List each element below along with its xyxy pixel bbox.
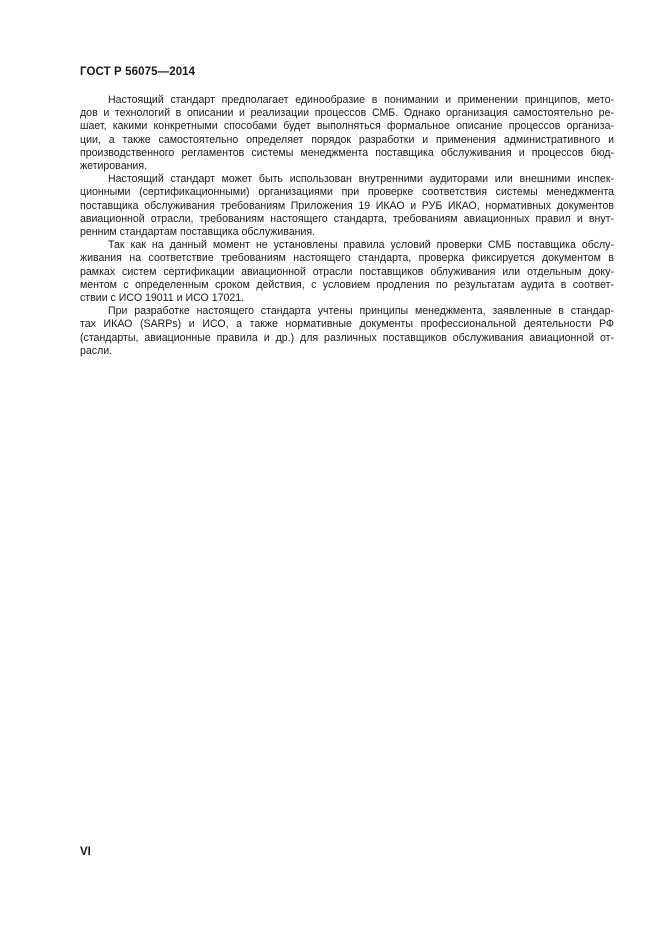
text-line: производственного регламентов системы менеджмента поставщика обслуживания и процессов бюд-	[80, 146, 614, 159]
text-line: дов и технологий в описании и реализации процессов СМБ. Однако организация самостоятельно ре-	[80, 107, 614, 120]
text-line: Так как на данный момент не установлены правила условий проверки СМБ поставщика обслу-	[108, 239, 614, 252]
text-line: Настоящий стандарт предполагает единообразие в понимании и применении принципов, мето-	[108, 94, 614, 106]
paragraph-3	[80, 239, 614, 305]
text-line: ции, а также самостоятельно определяет порядок разработки и применения административного и	[80, 133, 614, 146]
text-line: живания на соответствие требованиям настоящего стандарта, проверка фиксируется документом в	[80, 252, 614, 265]
text-line: поставщика обслуживания требованиям Приложения 19 ИКАО и РУБ ИКАО, нормативных документов	[80, 199, 614, 212]
text-line: ментом с определенным сроком действия, с условием продления по результатам аудита в соответ-	[80, 278, 614, 291]
text-line: Настоящий стандарт может быть использован внутренними аудиторами или внешними инспек-	[108, 173, 614, 186]
text-line: расли.	[80, 344, 113, 357]
text-line: При разработке настоящего стандарта учтены принципы менеджмента, заявленные в стандар-	[108, 305, 614, 318]
text-line: жетирования.	[80, 160, 148, 173]
page-number: VI	[80, 846, 91, 858]
text-line: ствии с ИСО 19011 и ИСО 17021.	[80, 292, 245, 305]
document-code-header: ГОСТ Р 56075—2014	[80, 66, 196, 78]
text-line: тах ИКАО (SARPs) и ИСО, а также нормативные документы профессиональной деятельности РФ	[80, 318, 614, 331]
text-line: ционными (сертификационными) организациями при проверке соответствия системы менеджмента	[80, 186, 614, 199]
paragraph-4	[80, 305, 614, 358]
paragraph-2	[80, 173, 614, 239]
text-line: шает, какими конкретными способами будет выполняться формальное описание процессов организа-	[80, 120, 614, 133]
text-line: рамках систем сертификации авиационной отрасли поставщиков облуживания или отдельным доку-	[80, 265, 614, 278]
paragraph-1	[80, 94, 614, 173]
text-line: (стандарты, авиационные правила и др.) для различных поставщиков обслуживания авиационной от-	[80, 331, 614, 344]
body-text	[80, 94, 614, 358]
text-line: ренним стандартам поставщика обслуживания.	[80, 226, 316, 239]
text-line: авиационной отрасли, требованиям настоящего стандарта, требованиям авиационных правил и внут-	[80, 212, 614, 225]
